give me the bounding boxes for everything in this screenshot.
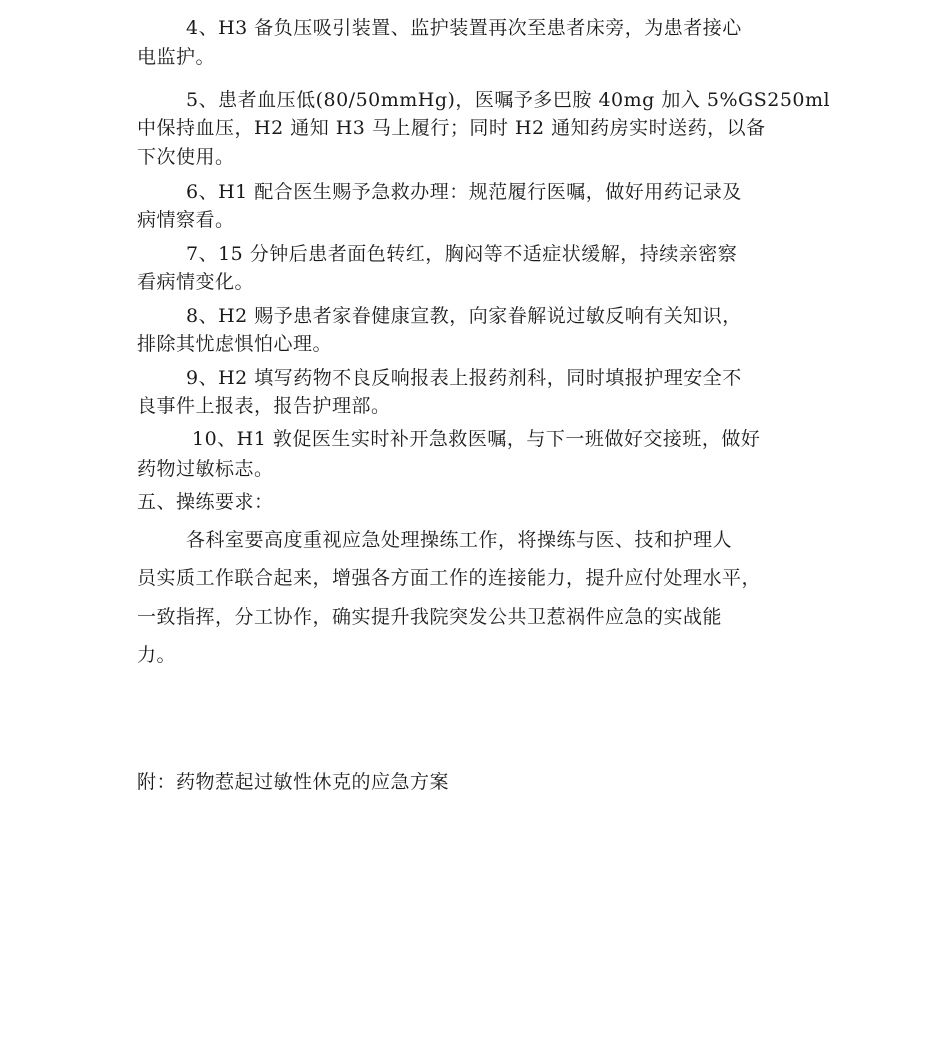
item-10-line-2: 药物过敏标志。 xyxy=(137,458,274,480)
item-7-line-1: 7、15 分钟后患者面色转红，胸闷等不适症状缓解，持续亲密察 xyxy=(186,243,738,265)
item-8-line-1: 8、H2 赐予患者家眷健康宣教，向家眷解说过敏反响有关知识， xyxy=(186,305,742,327)
section-paragraph-line-4: 力。 xyxy=(137,644,177,666)
item-5-line-3: 下次使用。 xyxy=(137,146,235,168)
item-8-line-2: 排除其忧虑惧怕心理。 xyxy=(137,333,333,355)
item-6-line-2: 病情察看。 xyxy=(137,209,235,231)
item-7-line-2: 看病情变化。 xyxy=(137,271,255,293)
section-paragraph-line-2: 员实质工作联合起来，增强各方面工作的连接能力，提升应付处理水平， xyxy=(137,567,762,589)
item-5-line-2: 中保持血压，H2 通知 H3 马上履行；同时 H2 通知药房实时送药，以备 xyxy=(137,117,766,139)
section-heading: 五、操练要求： xyxy=(137,491,274,513)
item-9-line-1: 9、H2 填写药物不良反响报表上报药剂科，同时填报护理安全不 xyxy=(186,367,742,389)
item-6-line-1: 6、H1 配合医生赐予急救办理：规范履行医嘱，做好用药记录及 xyxy=(186,181,742,203)
attachment-line: 附：药物惹起过敏性休克的应急方案 xyxy=(137,771,450,793)
item-4-line-2: 电监护。 xyxy=(137,46,216,68)
item-9-line-2: 良事件上报表，报告护理部。 xyxy=(137,395,391,417)
item-4-line-1: 4、H3 备负压吸引装置、监护装置再次至患者床旁，为患者接心 xyxy=(186,17,742,39)
item-5-line-1: 5、患者血压低(80/50mmHg)，医嘱予多巴胺 40mg 加入 5%GS250ml xyxy=(186,89,831,111)
section-paragraph-line-3: 一致指挥，分工协作，确实提升我院突发公共卫惹祸件应急的实战能 xyxy=(137,606,723,628)
section-paragraph-line-1: 各科室要高度重视应急处理操练工作，将操练与医、技和护理人 xyxy=(186,529,733,551)
item-10-line-1: 10、H1 敦促医生实时补开急救医嘱，与下一班做好交接班，做好 xyxy=(192,428,761,450)
